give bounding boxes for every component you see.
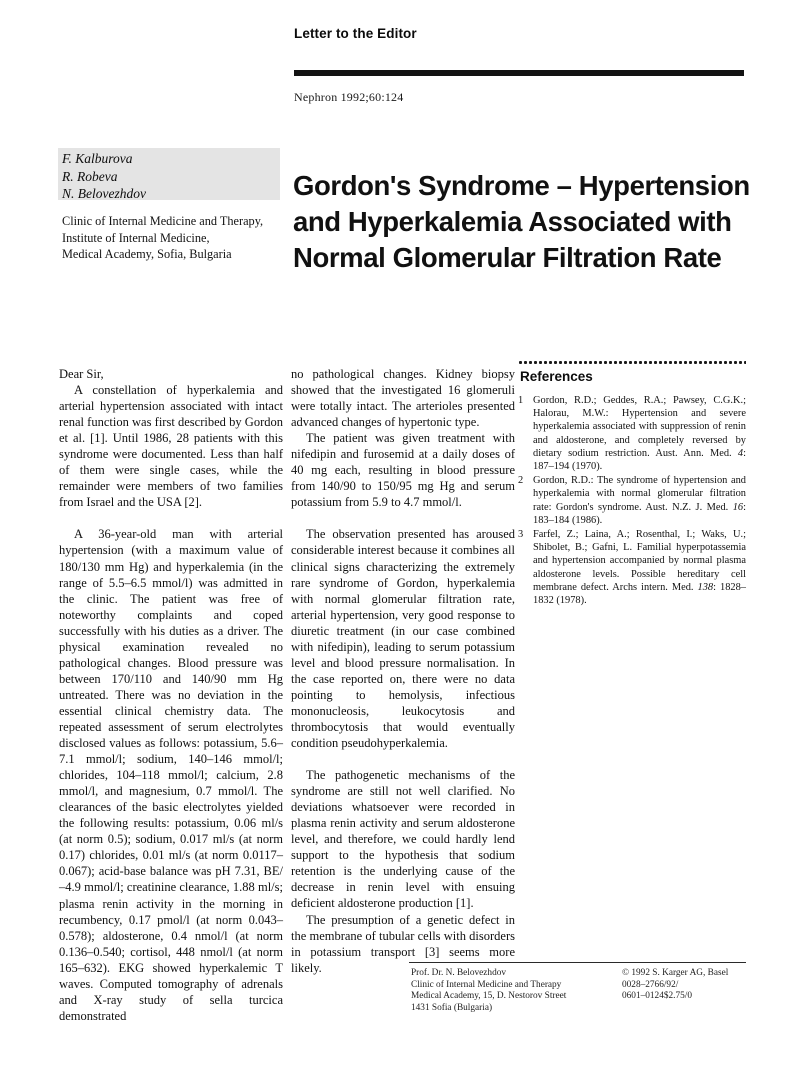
copyright-notice: © 1992 S. Karger AG, Basel 0028–2766/92/ 0601–0124$2.75/0 xyxy=(622,968,729,1002)
author-list: F. Kalburova R. Robeva N. Belovezhdov xyxy=(62,151,146,201)
reference-number: 2 xyxy=(518,475,524,487)
reference-item xyxy=(518,394,746,473)
reference-text: Farfel, Z.; Laina, A.; Rosenthal, I.; Waks, U.; Shibolet, B.; Gafni, L. Familial hyperpotassemia and hypertension accompanied by normal plasma aldosterone levels. Possible hereditary cell membrane defect. Archs intern. Med. 138: 1828–1832 (1978). xyxy=(533,529,746,607)
paragraph: The presumption of a genetic defect in the membrane of tubular cells with disorders in potassium transport [3] seems more likely. xyxy=(291,912,515,975)
salutation: Dear Sir, xyxy=(59,367,104,381)
journal-reference: Nephron 1992;60:124 xyxy=(294,90,404,104)
reference-number: 1 xyxy=(518,395,524,406)
footer-rule xyxy=(409,962,746,963)
running-head: Letter to the Editor xyxy=(294,26,417,41)
reference-item xyxy=(518,528,746,607)
paragraph: no pathological changes. Kidney biopsy showed that the investigated 16 glomeruli were totally intact. The arterioles presented advanced changes of hypertonic type. xyxy=(291,367,515,430)
reference-number: 3 xyxy=(518,529,524,541)
correspondence-address: Prof. Dr. N. Belovezhdov Clinic of Internal Medicine and Therapy Medical Academy, 15, D. Nestorov Street 1431 Sofia (Bulgaria) xyxy=(411,968,567,1013)
reference-volume: 16 xyxy=(732,501,744,513)
reference-volume: 138 xyxy=(697,581,714,593)
reference-text: Gordon, R.D.: The syndrome of hypertension and hyperkalemia with normal glomerular filtration rate: Gordon's syndrome. Aust. N.Z. J. Med. 16: 183–184 (1986). xyxy=(533,475,746,526)
paragraph: The pathogenetic mechanisms of the syndrome are still not well clarified. No deviations whatsoever were recorded in plasma renin activity and serum aldosterone level, and therefore, we could hardly lend support to the hypothesis that sodium retention is the underlying cause of the decrease in renin level with ensuing deficient aldosterone production [1]. xyxy=(291,768,515,911)
paragraph: A constellation of hyperkalemia and arterial hypertension associated with intact renal function was first described by Gordon et al. [1]. Until 1986, 28 patients with this syndrome were documented. Less than half of them were single cases, while the remainder were members of two families from Israel and the USA [2]. xyxy=(59,383,283,510)
body-column-1 xyxy=(59,366,283,1024)
affiliation: Clinic of Internal Medicine and Therapy, Institute of Internal Medicine, Medical Academy, Sofia, Bulgaria xyxy=(62,214,264,261)
reference-volume: 4 xyxy=(737,447,744,459)
paragraph: A 36-year-old man with arterial hypertension (with a maximum value of 180/130 mm Hg) and hyperkalemia (in the range of 5.5–6.5 mmol/l) was admitted in the clinic. The patient was free of noteworthy complaints and coped successfully with his duties as a driver. The physical examination revealed no pathological changes. Blood pressure was between 170/110 and 140/90 mm Hg untreated. There was no deviation in the essential clinical chemistry data. The repeated assessment of serum electrolytes disclosed values as follows: potassium, 5.6–7.1 mmol/l; sodium, 140–146 mmol/l; chlorides, 104–118 mmol/l; calcium, 2.8 mmol/l, and magnesium, 0.7 mmol/l. The clearances of the basic electrolytes yielded the following results: potassium, 0.06 ml/s (at norm 0.5); sodium, 0.017 ml/s (at norm 0.17) chlorides, 0.01 ml/s (at norm 0.0117–0.067); acid-base balance was pH 7.31, BE/ –4.9 mmol/l; creatinine clearance, 1.88 ml/s; plasma renin activity in the morning in recumbency, 0.17 pmol/l (at norm 0.043–0.578); aldosterone, 0.4 nmol/l (at norm 0.136–0.540; cortisol, 448 nmol/l (at norm 165–632). EKG showed hyperkalemic T waves. Computed tomography of adrenals and X-ray study of sella turcica demonstrated xyxy=(59,527,283,1023)
references-heading: References xyxy=(520,369,593,384)
body-column-2 xyxy=(291,366,515,976)
header-rule xyxy=(294,70,744,76)
paragraph: The observation presented has aroused considerable interest because it combines all clinical signs characterizing the extremely rare syndrome of Gordon, hyperkalemia with normal glomerular filtration rate, arterial hypertension, very good response to diuretic treatment (in our case combined with nifedipin), leading to serum potassium level and blood pressure normalisation. In the case reported on, there were no data pointing to hemolysis, infectious mononucleosis, leukocytosis and thrombocytosis that would eventually condition pseudohyperkalemia. xyxy=(291,527,515,751)
paragraph: The patient was given treatment with nifedipin and furosemid at a daily doses of 40 mg each, resulting in blood pressure from 140/90 to 150/95 mg Hg and serum potassium from 5.9 to 4.7 mmol/l. xyxy=(291,431,515,510)
references-section xyxy=(518,360,746,608)
article-title: Gordon's Syndrome – Hypertension and Hyperkalemia Associated with Normal Glomerular Filtration Rate xyxy=(293,170,750,274)
reference-list xyxy=(518,394,746,607)
references-dotted-rule xyxy=(518,360,746,364)
reference-text: Gordon, R.D.; Geddes, R.A.; Pawsey, C.G.K.; Halorau, M.W.: Hypertension and severe hyperkalemia associated with suppression of renin and aldosterone, and completely reversed by dietary sodium restriction. Aust. Ann. Med. 4: 187–194 (1970). xyxy=(533,395,746,473)
reference-item xyxy=(518,474,746,527)
